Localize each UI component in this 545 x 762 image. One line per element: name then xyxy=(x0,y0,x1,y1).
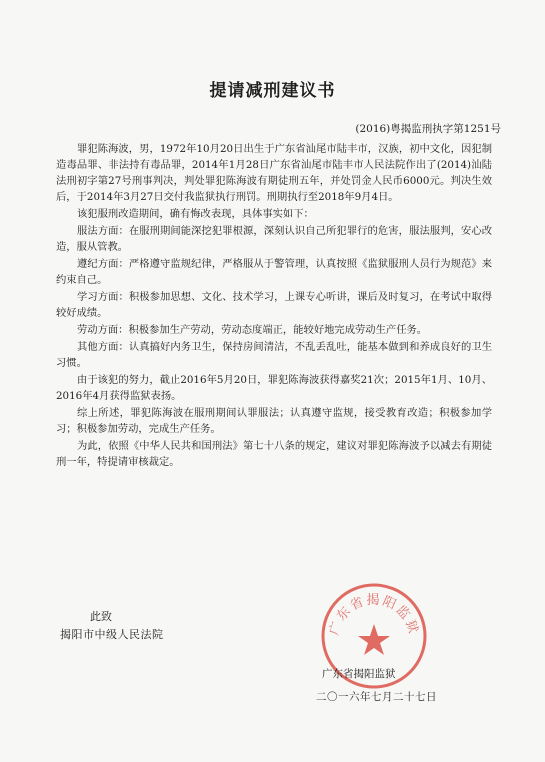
seal-text: 广东省揭阳监狱 xyxy=(326,593,422,638)
document-title: 提请减刑建议书 xyxy=(209,81,336,101)
paragraph-basic-info: 罪犯陈海波，男，1972年10月20日出生于广东省汕尾市陆丰市，汉族，初中文化，因犯制造毒品罪、非法持有毒品罪，2014年1月28日广东省汕尾市陆丰市人民法院作出了(2014)汕陆法刑初字第27号刑事判决，判处罪犯陈海波有期徒刑五年，并处罚金人民币6000元。判决生效后，于2014年3月27日交付我监狱执行刑罚。刑期执行至2018年9月4日。 xyxy=(56,143,492,203)
paragraph-other: 其他方面：认真搞好内务卫生，保持房间清洁，不乱丢乱吐，能基本做到和养成良好的卫生习惯。 xyxy=(56,341,492,369)
paragraph-labor: 劳动方面：积极参加生产劳动，劳动态度端正，能较好地完成劳动生产任务。 xyxy=(77,324,428,336)
paragraph-obedience: 服法方面：在服刑期间能深挖犯罪根源，深刻认识自己所犯罪行的危害，服法服判，安心改造，服从管教。 xyxy=(56,225,492,253)
document-body xyxy=(56,141,492,471)
closing-recipient: 揭阳市中级人民法院 xyxy=(60,628,164,641)
paragraph-intro: 该犯服刑改造期间，确有悔改表现，具体事实如下： xyxy=(77,208,314,220)
paragraph-recommendation: 为此，依照《中华人民共和国刑法》第七十八条的规定，建议对罪犯陈海波予以减去有期徒刑一年，特提请审核裁定。 xyxy=(56,440,492,468)
closing-salutation: 此致 xyxy=(90,610,112,623)
issue-date: 二〇一六年七月二十七日 xyxy=(316,691,437,703)
paragraph-summary: 综上所述，罪犯陈海波在服刑期间认罪服法；认真遵守监规，接受教育改造；积极参加学习；积极参加劳动，完成生产任务。 xyxy=(56,407,492,435)
paragraph-awards: 由于该犯的努力，截止2016年5月20日，罪犯陈海波获得嘉奖21次；2015年1月、10月、2016年4月获得监狱表扬。 xyxy=(56,374,492,402)
paragraph-study: 学习方面：积极参加思想、文化、技术学习，上课专心听讲，课后及时复习，在考试中取得较好成绩。 xyxy=(56,291,492,319)
paragraph-discipline: 遵纪方面：严格遵守监规纪律，严格服从于警管理，认真按照《监狱服刑人员行为规范》来约束自己。 xyxy=(56,258,492,286)
document-number: (2016)粤揭监刑执字第1251号 xyxy=(355,123,501,135)
issuer-name: 广东省揭阳监狱 xyxy=(322,668,396,680)
